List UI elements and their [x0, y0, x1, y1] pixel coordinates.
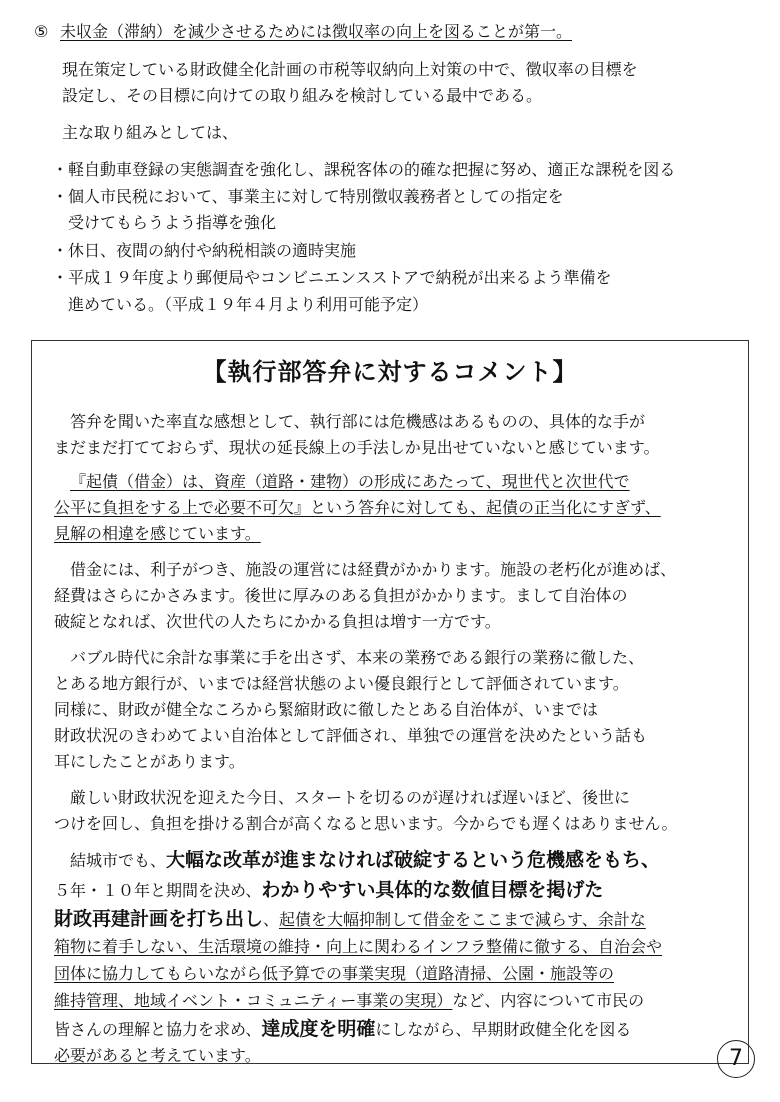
- comment-line: 借金には、利子がつき、施設の運営には経費がかかります。施設の老朽化が進めば、: [70, 560, 677, 579]
- bullet-item-continued: 受けてもらうよう指導を強化: [68, 213, 277, 232]
- bold-text: わかりやすい具体的な数値目標を掲げた: [261, 879, 604, 901]
- underlined-text: 維持管理、地域イベント・コミュニティー事業の実現）: [54, 991, 453, 1010]
- comment-line: 経費はさらにかさみます。後世に厚みのある負担がかかります。まして自治体の: [54, 586, 628, 605]
- bullet-item: ・軽自動車登録の実態調査を強化し、課税客体の的確な把握に努め、適正な課税を図る: [52, 160, 676, 179]
- text-run: 結城市でも、: [70, 851, 167, 870]
- comment-line: 同様に、財政が健全なころから緊縮財政に徹したとある自治体が、いまでは: [54, 700, 599, 719]
- bold-text: 達成度を明確: [261, 1018, 376, 1040]
- comment-line: とある地方銀行が、いまでは経営状態のよい優良銀行として評価されています。: [54, 674, 629, 693]
- paragraph-line: 現在策定している財政健全化計画の市税等収納向上対策の中で、徴収率の目標を: [62, 60, 638, 79]
- comment-line-underlined: 箱物に着手しない、生活環境の維持・向上に関わるインフラ整備に徹する、自治会や: [54, 937, 663, 956]
- comment-line-underlined: 団体に協力してもらいながら低予算での事業実現（道路清掃、公園・施設等の: [54, 964, 615, 983]
- text-run: 皆さんの理解と協力を求め、: [54, 1020, 262, 1039]
- comment-line-underlined: 公平に負担をする上で必要不可欠』という答弁に対しても、起債の正当化にすぎず、: [54, 498, 661, 517]
- comment-line: [54, 991, 644, 1011]
- comment-line-underlined: 『起債（借金）は、資産（道路・建物）の形成にあたって、現世代と次世代で: [70, 472, 630, 491]
- comment-line: バブル時代に余計な事業に手を出さず、本来の業務である銀行の業務に徹した、: [70, 648, 645, 667]
- comment-line: 答弁を聞いた率直な感想として、執行部には危機感はあるものの、具体的な手が: [70, 412, 646, 431]
- comment-title: 【執行部答弁に対するコメント】: [202, 358, 578, 386]
- comment-line: 財政状況のきわめてよい自治体として評価され、単独での運営を決めたという話も: [54, 726, 647, 745]
- paragraph-line: 設定し、その目標に向けての取り組みを検討している最中である。: [62, 86, 543, 105]
- comment-line: まだまだ打てておらず、現状の延長線上の手法しか見出せていないと感じています。: [54, 438, 660, 457]
- comment-line: [70, 850, 660, 871]
- text-run: 、: [263, 910, 280, 929]
- comment-line: 必要があると考えています。: [54, 1046, 261, 1065]
- comment-line: 耳にしたことがあります。: [54, 752, 245, 771]
- bold-text: 財政再建計画を打ち出し: [54, 908, 264, 930]
- paragraph-line: 主な取り組みとしては、: [62, 123, 239, 142]
- underlined-text: 起債を大幅抑制して借金をここまで減らす、余計な: [279, 910, 646, 929]
- page-number: 7: [717, 1040, 755, 1078]
- bullet-item: ・平成１９年度より郵便局やコンビニエンスストアで納税が出来るよう準備を: [52, 268, 612, 287]
- section-number: ⑤: [34, 22, 49, 41]
- bullet-item: ・個人市民税において、事業主に対して特別徴収義務者としての指定を: [52, 187, 564, 206]
- text-run: にしながら、早期財政健全化を図る: [375, 1020, 632, 1039]
- bullet-item-continued: 進めている。（平成１９年４月より利用可能予定）: [68, 295, 429, 314]
- section-heading: 未収金（滞納）を減少させるためには徴収率の向上を図ることが第一。: [60, 22, 573, 41]
- comment-line: [54, 909, 646, 930]
- comment-line: [54, 1019, 631, 1040]
- comment-line: [54, 880, 603, 901]
- text-run: など、内容について市民の: [452, 991, 645, 1010]
- comment-line: 厳しい財政状況を迎えた今日、スタートを切るのが遅ければ遅いほど、後世に: [70, 788, 631, 807]
- bold-text: 大幅な改革が進まなければ破綻するという危機感をもち、: [166, 849, 661, 871]
- bullet-item: ・休日、夜間の納付や納税相談の適時実施: [52, 241, 357, 260]
- comment-line: 破綻となれば、次世代の人たちにかかる負担は増す一方です。: [54, 612, 501, 631]
- comment-line-underlined: 見解の相違を感じています。: [54, 524, 261, 543]
- text-run: ５年・１０年と期間を決め、: [54, 881, 262, 900]
- comment-line: つけを回し、負担を掛ける割合が高くなると思います。今からでも遅くはありません。: [54, 814, 678, 833]
